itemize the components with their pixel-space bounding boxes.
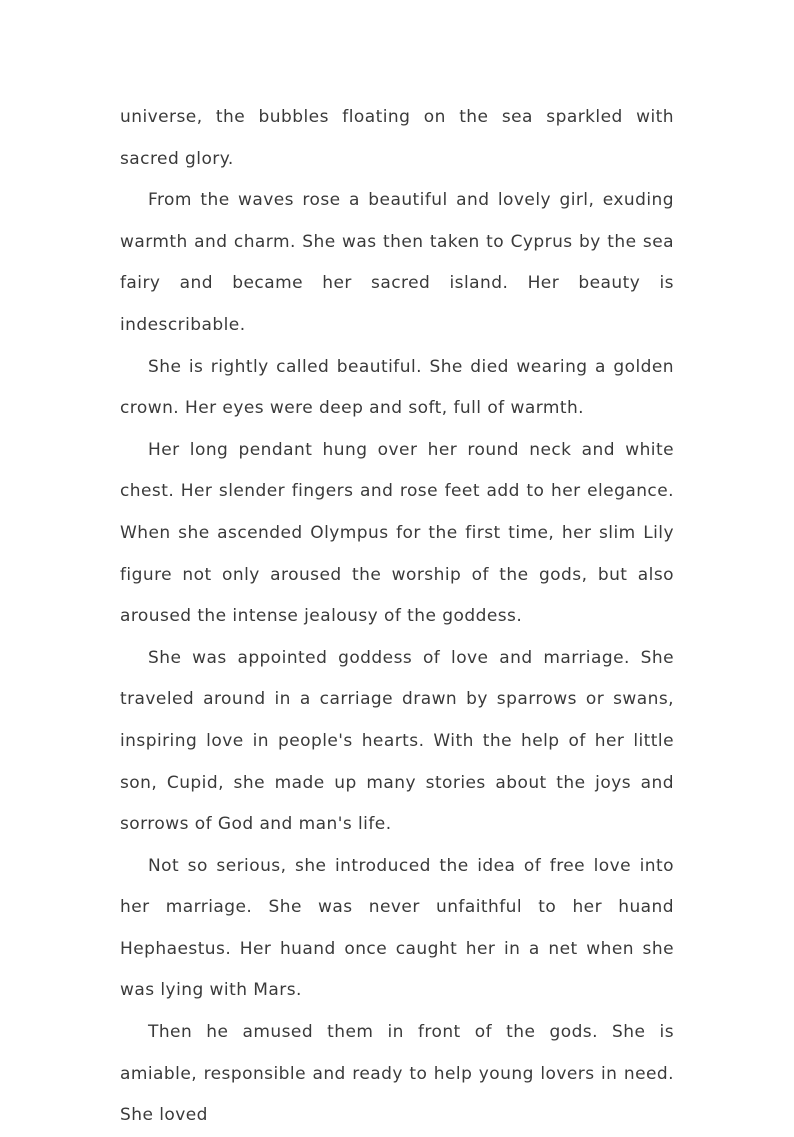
paragraph-goddess-of-love: She was appointed goddess of love and marriage. She traveled around in a carriage drawn by sparrows or swans, inspiring love in people's hearts. With the help of her little son, Cupid, she made up many stories about the joys and sorrows of God and man's life. xyxy=(120,647,674,835)
document-page xyxy=(120,97,674,1137)
paragraph-amiable: Then he amused them in front of the gods. She is amiable, responsible and ready to help young lovers in need. She loved xyxy=(120,1022,674,1126)
paragraph-golden-crown: She is rightly called beautiful. She died wearing a golden crown. Her eyes were deep and soft, full of warmth. xyxy=(120,356,674,419)
paragraph-birth-from-waves: From the waves rose a beautiful and lovely girl, exuding warmth and charm. She was then taken to Cyprus by the sea fairy and became her sacred island. Her beauty is indescribable. xyxy=(120,190,674,335)
paragraph-olympus: Her long pendant hung over her round neck and white chest. Her slender fingers and rose feet add to her elegance. When she ascended Olympus for the first time, her slim Lily figure not only aroused the worship of the gods, but also aroused the intense jealousy of the goddess. xyxy=(120,439,674,627)
paragraph-continued: universe, the bubbles floating on the sea sparkled with sacred glory. xyxy=(120,107,674,169)
paragraph-marriage: Not so serious, she introduced the idea of free love into her marriage. She was never unfaithful to her huand Hephaestus. Her huand once caught her in a net when she was lying with Mars. xyxy=(120,855,674,1001)
